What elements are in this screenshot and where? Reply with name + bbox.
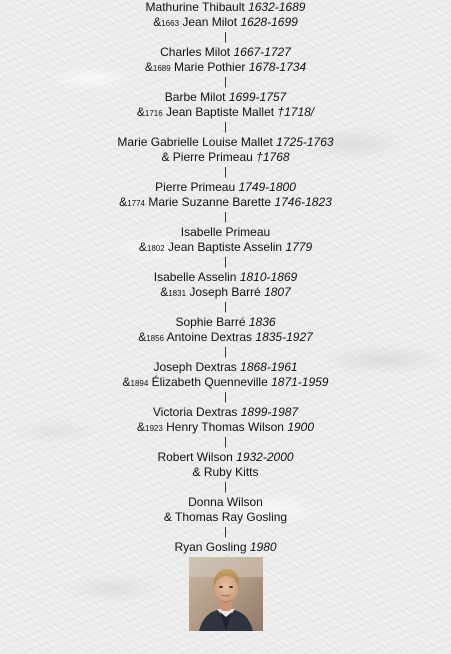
connector-line: | — [224, 346, 227, 358]
person-name: Charles Milot — [160, 45, 231, 59]
marriage-year: 1716 — [144, 109, 163, 118]
person-line — [0, 0, 451, 15]
spouse-name: Marie Suzanne Barette — [148, 195, 272, 209]
spouse-years: 1779 — [285, 240, 313, 254]
marriage-symbol: & — [138, 330, 147, 344]
person-name: Marie Gabrielle Louise Mallet — [117, 135, 273, 149]
final-person-name: Ryan Gosling — [174, 540, 247, 554]
spouse-name: Élizabeth Quenneville — [151, 375, 268, 389]
spouse-years: 1628-1699 — [240, 15, 298, 29]
connector-line: | — [224, 391, 227, 403]
connector-line: | — [224, 526, 227, 538]
marriage-symbol: & — [161, 150, 170, 164]
person-years: 1749-1800 — [238, 180, 296, 194]
marriage-symbol: & — [192, 465, 201, 479]
person-line — [0, 45, 451, 60]
person-line — [0, 225, 451, 240]
person-line — [0, 270, 451, 285]
person-years: 1899-1987 — [240, 405, 299, 419]
spouse-line — [0, 150, 451, 165]
spouse-name: Ruby Kitts — [203, 465, 259, 479]
person-name: Joseph Dextras — [153, 360, 237, 374]
person-line — [0, 315, 451, 330]
connector-line: | — [224, 301, 227, 313]
connector-line: | — [224, 166, 227, 178]
spouse-line — [0, 15, 451, 30]
spouse-name: Jean Baptiste Asselin — [168, 240, 283, 254]
spouse-name: Marie Pothier — [174, 60, 246, 74]
person-name: Sophie Barré — [175, 315, 246, 329]
person-name: Victoria Dextras — [152, 405, 238, 419]
connector-line: | — [224, 76, 227, 88]
person-line — [0, 405, 451, 420]
marriage-year: 1802 — [146, 244, 165, 253]
person-name: Barbe Milot — [164, 90, 226, 104]
connector-line: | — [224, 121, 227, 133]
marriage-symbol: & — [163, 510, 172, 524]
person-years: 1699-1757 — [228, 90, 287, 104]
spouse-years: 1678-1734 — [248, 60, 307, 74]
spouse-line — [0, 195, 451, 210]
marriage-year: 1856 — [146, 334, 164, 343]
spouse-name: Pierre Primeau — [172, 150, 253, 164]
spouse-years: 1871-1959 — [271, 375, 329, 389]
spouse-years: †1718/ — [277, 105, 315, 119]
marriage-year: 1923 — [145, 424, 163, 433]
marriage-symbol: & — [136, 420, 145, 434]
portrait-image — [189, 557, 263, 631]
person-line — [0, 135, 451, 150]
person-years: 1932-2000 — [236, 450, 294, 464]
person-name: Robert Wilson — [157, 450, 233, 464]
spouse-name: Joseph Barré — [189, 285, 261, 299]
connector-line: | — [224, 481, 227, 493]
marriage-year: 1831 — [168, 289, 187, 298]
marriage-symbol: & — [153, 15, 162, 29]
spouse-years: 1807 — [264, 285, 291, 299]
spouse-years: 1746-1823 — [274, 195, 332, 209]
person-line — [0, 90, 451, 105]
person-years: 1836 — [248, 315, 276, 329]
spouse-name: Thomas Ray Gosling — [175, 510, 288, 524]
portrait-photo — [189, 557, 263, 631]
spouse-line — [0, 420, 451, 435]
spouse-name: Jean Baptiste Mallet — [166, 105, 275, 119]
marriage-symbol: & — [138, 240, 147, 254]
person-years: 1632-1689 — [248, 0, 306, 14]
person-name: Mathurine Thibault — [145, 0, 245, 14]
person-line — [0, 495, 451, 510]
spouse-line — [0, 375, 451, 390]
marriage-year: 1774 — [127, 199, 145, 208]
connector-line: | — [224, 31, 227, 43]
person-years: 1725-1763 — [276, 135, 334, 149]
spouse-line — [0, 465, 451, 480]
marriage-symbol: & — [136, 105, 145, 119]
spouse-name: Jean Milot — [182, 15, 238, 29]
person-name: Donna Wilson — [188, 495, 263, 509]
spouse-line — [0, 330, 451, 345]
person-years: 1868-1961 — [240, 360, 298, 374]
spouse-line — [0, 510, 451, 525]
person-name: Isabelle Asselin — [153, 270, 237, 284]
connector-line: | — [224, 256, 227, 268]
person-line — [0, 180, 451, 195]
marriage-year: 1894 — [130, 379, 149, 388]
spouse-years: †1768 — [256, 150, 290, 164]
marriage-symbol: & — [122, 375, 131, 389]
person-years: 1667-1727 — [233, 45, 291, 59]
spouse-line — [0, 285, 451, 300]
spouse-name: Henry Thomas Wilson — [166, 420, 284, 434]
marriage-year: 1663 — [161, 19, 180, 28]
final-person-years: 1980 — [249, 540, 277, 554]
spouse-line — [0, 240, 451, 255]
person-line — [0, 360, 451, 375]
person-name: Pierre Primeau — [155, 180, 236, 194]
marriage-year: 1689 — [152, 64, 171, 73]
connector-line: | — [224, 211, 227, 223]
person-years: 1810-1869 — [239, 270, 298, 284]
spouse-name: Antoine Dextras — [166, 330, 253, 344]
final-person-line — [0, 540, 451, 555]
person-line — [0, 450, 451, 465]
spouse-years: 1835-1927 — [255, 330, 313, 344]
spouse-line — [0, 105, 451, 120]
connector-line: | — [224, 436, 227, 448]
spouse-line — [0, 60, 451, 75]
marriage-symbol: & — [160, 285, 169, 299]
marriage-symbol: & — [144, 60, 153, 74]
person-name: Isabelle Primeau — [180, 225, 271, 239]
spouse-years: 1900 — [287, 420, 315, 434]
marriage-symbol: & — [119, 195, 128, 209]
